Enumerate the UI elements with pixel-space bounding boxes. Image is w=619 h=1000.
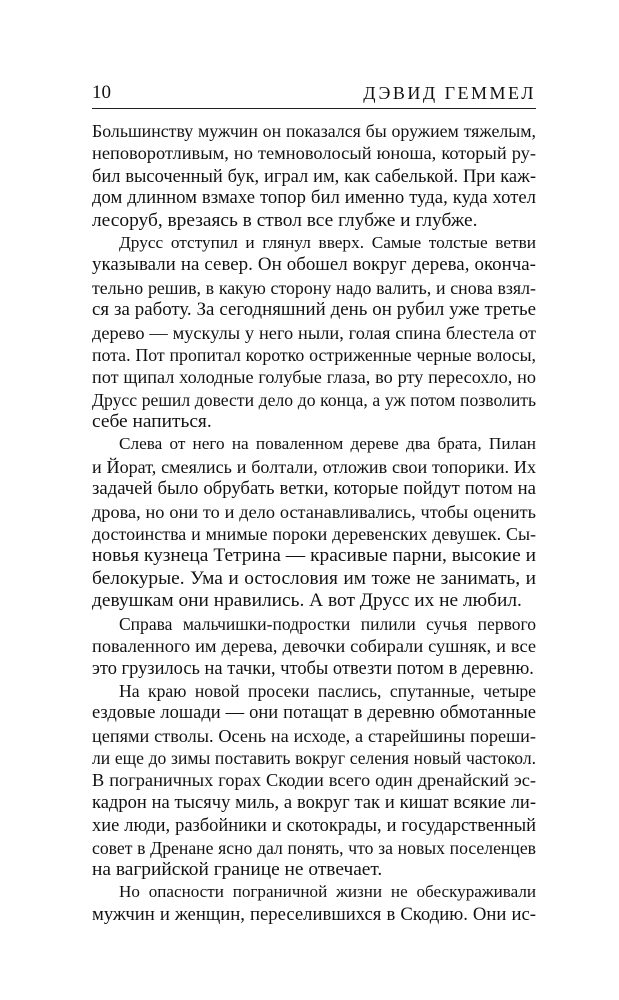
text-line: Друсс отступил и глянул вверх. Самые толстые ветви bbox=[119, 232, 536, 252]
text-line: кадрон на тысячу миль, а вокруг так и кишат всякие ли- bbox=[92, 792, 536, 813]
text-line: ся за работу. За сегодняшний день он рубил уже третье bbox=[92, 299, 536, 321]
text-line: и Йорат, смеялись и болтали, отложив свои топорики. Их bbox=[92, 456, 536, 477]
paragraph-5 bbox=[92, 680, 536, 882]
text-line: пота. Пот пропитал коротко остриженные черные волосы, bbox=[92, 344, 536, 365]
text-line: неповоротливым, но темноволосый юноша, который ру- bbox=[92, 143, 536, 164]
text-line: хие люди, разбойники и скотокрады, и государственный bbox=[92, 815, 536, 836]
paragraph-1 bbox=[92, 120, 536, 232]
text-line: На краю новой просеки паслись, спутанные, четыре bbox=[119, 680, 536, 701]
text-line: лесоруб, врезаясь в ствол все глубже и глубже. bbox=[92, 209, 478, 231]
paragraph-4 bbox=[92, 613, 536, 680]
running-header bbox=[92, 80, 536, 106]
header-rule bbox=[92, 108, 536, 109]
text-line: достоинства и мнимые пороки деревенских девушек. Сы- bbox=[92, 524, 536, 545]
text-line: новья кузнеца Тетрина — красивые парни, высокие и bbox=[92, 545, 536, 567]
text-line: Но опасности пограничной жизни не обескураживали bbox=[119, 882, 536, 902]
body-text bbox=[92, 120, 536, 926]
text-line: В пограничных горах Скодии всего один дренайский эс- bbox=[92, 770, 536, 791]
text-line: указывали на север. Он обошел вокруг дерева, оконча- bbox=[92, 254, 536, 276]
text-line: Слева от него на поваленном дереве два брата, Пилан bbox=[119, 434, 536, 454]
text-line: пот щипал холодные голубые глаза, во рту пересохло, но bbox=[92, 367, 536, 388]
text-line: совет в Дренане ясно дал понять, что за новых поселенцев bbox=[92, 837, 536, 858]
text-line: ли еще до зимы поставить вокруг селения новый частокол. bbox=[92, 747, 536, 768]
text-line: дрова, но они то и дело останавливались, чтобы оценить bbox=[92, 501, 536, 522]
text-line: это грузилось на тачки, чтобы отвезти потом в деревню. bbox=[92, 658, 534, 679]
paragraph-2 bbox=[92, 232, 536, 434]
paragraph-6 bbox=[92, 881, 536, 926]
paragraph-3 bbox=[92, 433, 536, 612]
text-line: бил высоченный бук, играл им, как сабелькой. При каж- bbox=[92, 165, 536, 186]
running-title: ДЭВИД ГЕММЕЛ bbox=[363, 83, 536, 103]
text-line: на вагрийской границе не отвечает. bbox=[92, 858, 383, 880]
text-line: мужчин и женщин, переселившихся в Скодию. Они ис- bbox=[92, 903, 536, 925]
text-line: Друсс решил довести дело до конца, а уж потом позволить bbox=[92, 389, 536, 410]
text-line: дерево — мускулы у него ныли, голая спина блестела от bbox=[92, 322, 536, 343]
text-line: задачей было обрубать ветки, которые пойдут потом на bbox=[92, 478, 536, 500]
text-line: ездовые лошади — они потащат в деревню обмотанные bbox=[92, 703, 536, 724]
text-line: белокурые. Ума и остословия им тоже не занимать, и bbox=[92, 567, 536, 589]
text-line: Справа мальчишки-подростки пилили сучья первого bbox=[119, 613, 536, 634]
text-line: дом длинном взмахе топор бил именно туда, куда хотел bbox=[92, 187, 536, 209]
text-line: девушкам они нравились. А вот Друсс их не любил. bbox=[92, 590, 522, 612]
text-line: Большинству мужчин он показался бы оружием тяжелым, bbox=[92, 121, 536, 141]
text-line: тельно решив, в какую сторону надо валить, и снова взял- bbox=[92, 277, 536, 298]
text-line: себе напиться. bbox=[92, 411, 212, 433]
page-number: 10 bbox=[92, 82, 111, 103]
text-line: поваленного им дерева, девочки собирали сушняк, и все bbox=[92, 635, 536, 656]
text-line: цепями стволы. Осень на исходе, а старейшины пореши- bbox=[92, 725, 536, 746]
